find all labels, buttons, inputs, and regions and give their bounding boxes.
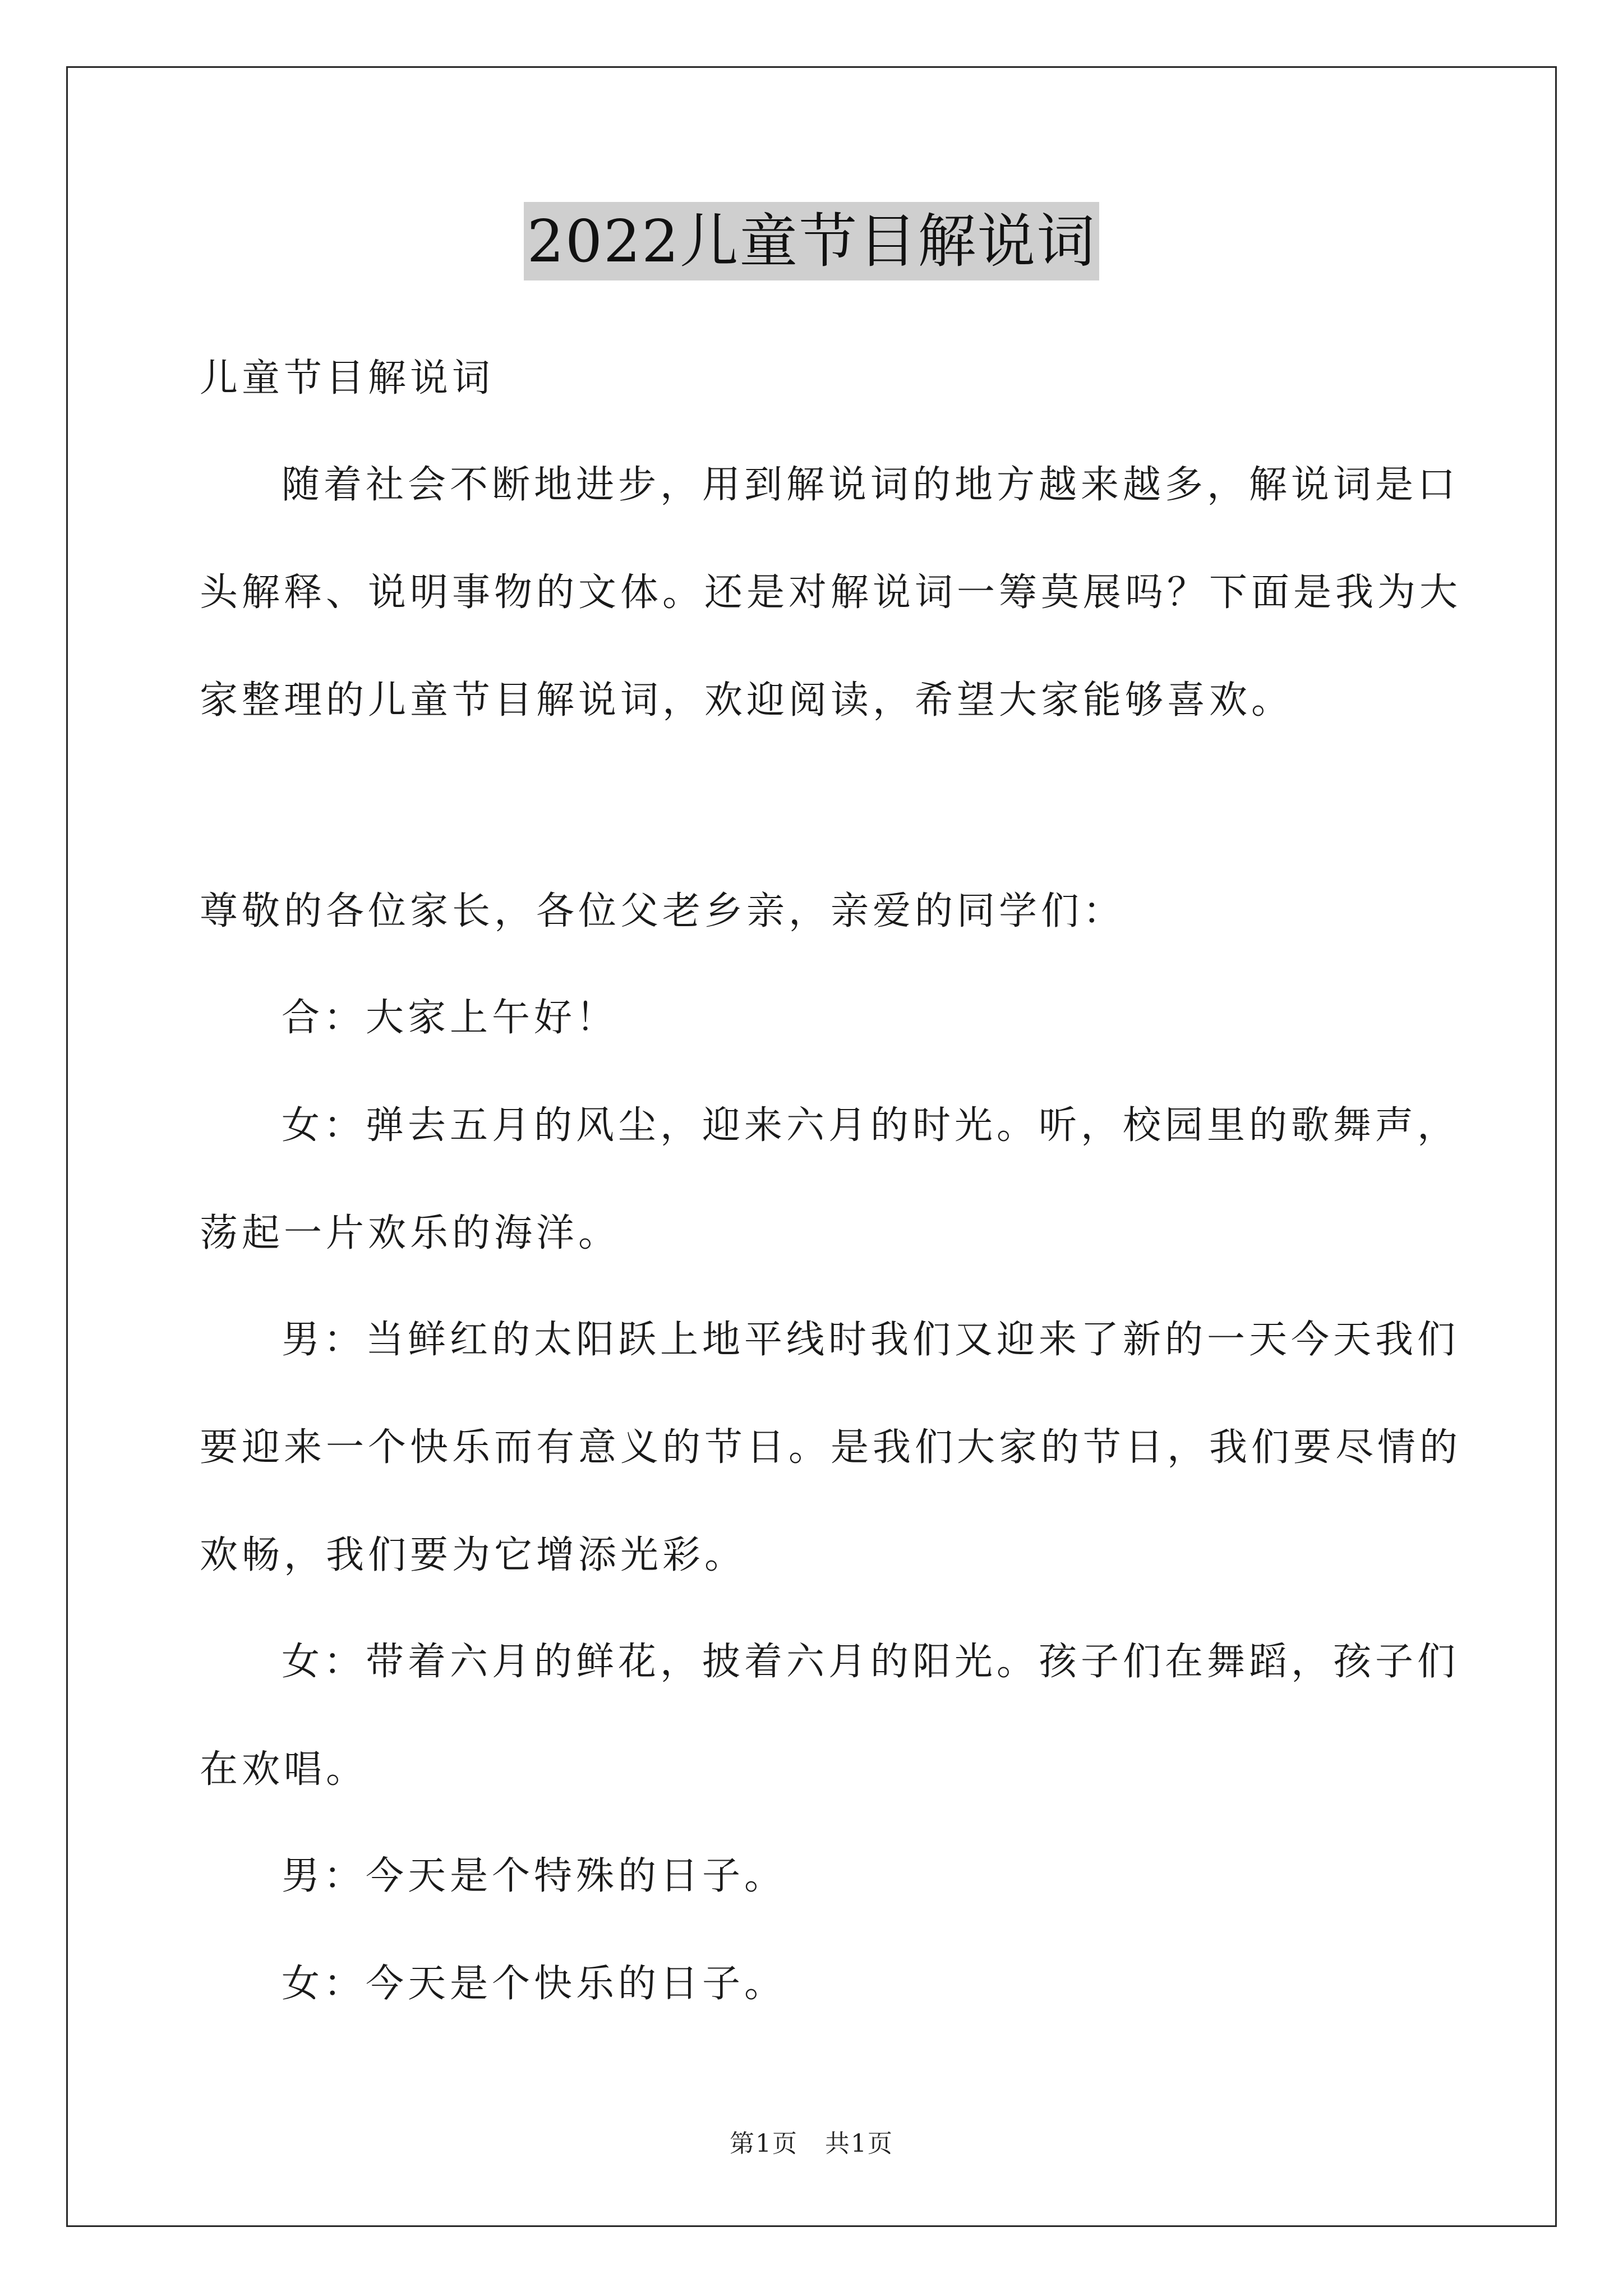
title-container — [0, 202, 1623, 280]
page-total: 共1页 — [824, 2129, 893, 2158]
speech-line-3: 荡起一片欢乐的海洋。 — [200, 1211, 621, 1255]
intro-paragraph-line-2: 头解释、说明事物的文体。还是对解说词一筹莫展吗？下面是我为大 — [200, 570, 1462, 615]
speech-line-6: 欢畅，我们要为它增添光彩。 — [200, 1533, 747, 1577]
speech-line-5: 要迎来一个快乐而有意义的节日。是我们大家的节日，我们要尽情的 — [200, 1425, 1462, 1470]
speech-line-9: 男：今天是个特殊的日子。 — [282, 1854, 787, 1898]
document-title: 2022儿童节目解说词 — [524, 202, 1100, 280]
page-number: 第1页 — [730, 2129, 799, 2158]
intro-paragraph-line-3: 家整理的儿童节目解说词，欢迎阅读，希望大家能够喜欢。 — [200, 678, 1294, 723]
speech-line-2: 女：弹去五月的风尘，迎来六月的时光。听，校园里的歌舞声， — [282, 1103, 1460, 1148]
speech-line-1: 合：大家上午好！ — [282, 996, 619, 1040]
document-subtitle: 儿童节目解说词 — [200, 356, 495, 401]
speech-line-10: 女：今天是个快乐的日子。 — [282, 1962, 787, 2006]
speech-line-4: 男：当鲜红的太阳跃上地平线时我们又迎来了新的一天今天我们 — [282, 1318, 1460, 1362]
page-footer — [0, 2123, 1623, 2159]
greeting-line: 尊敬的各位家长，各位父老乡亲，亲爱的同学们： — [200, 889, 1126, 933]
speech-line-7: 女：带着六月的鲜花，披着六月的阳光。孩子们在舞蹈，孩子们 — [282, 1640, 1460, 1684]
speech-line-8: 在欢唱。 — [200, 1747, 368, 1792]
intro-paragraph-line-1: 随着社会不断地进步，用到解说词的地方越来越多，解说词是口 — [282, 463, 1460, 507]
